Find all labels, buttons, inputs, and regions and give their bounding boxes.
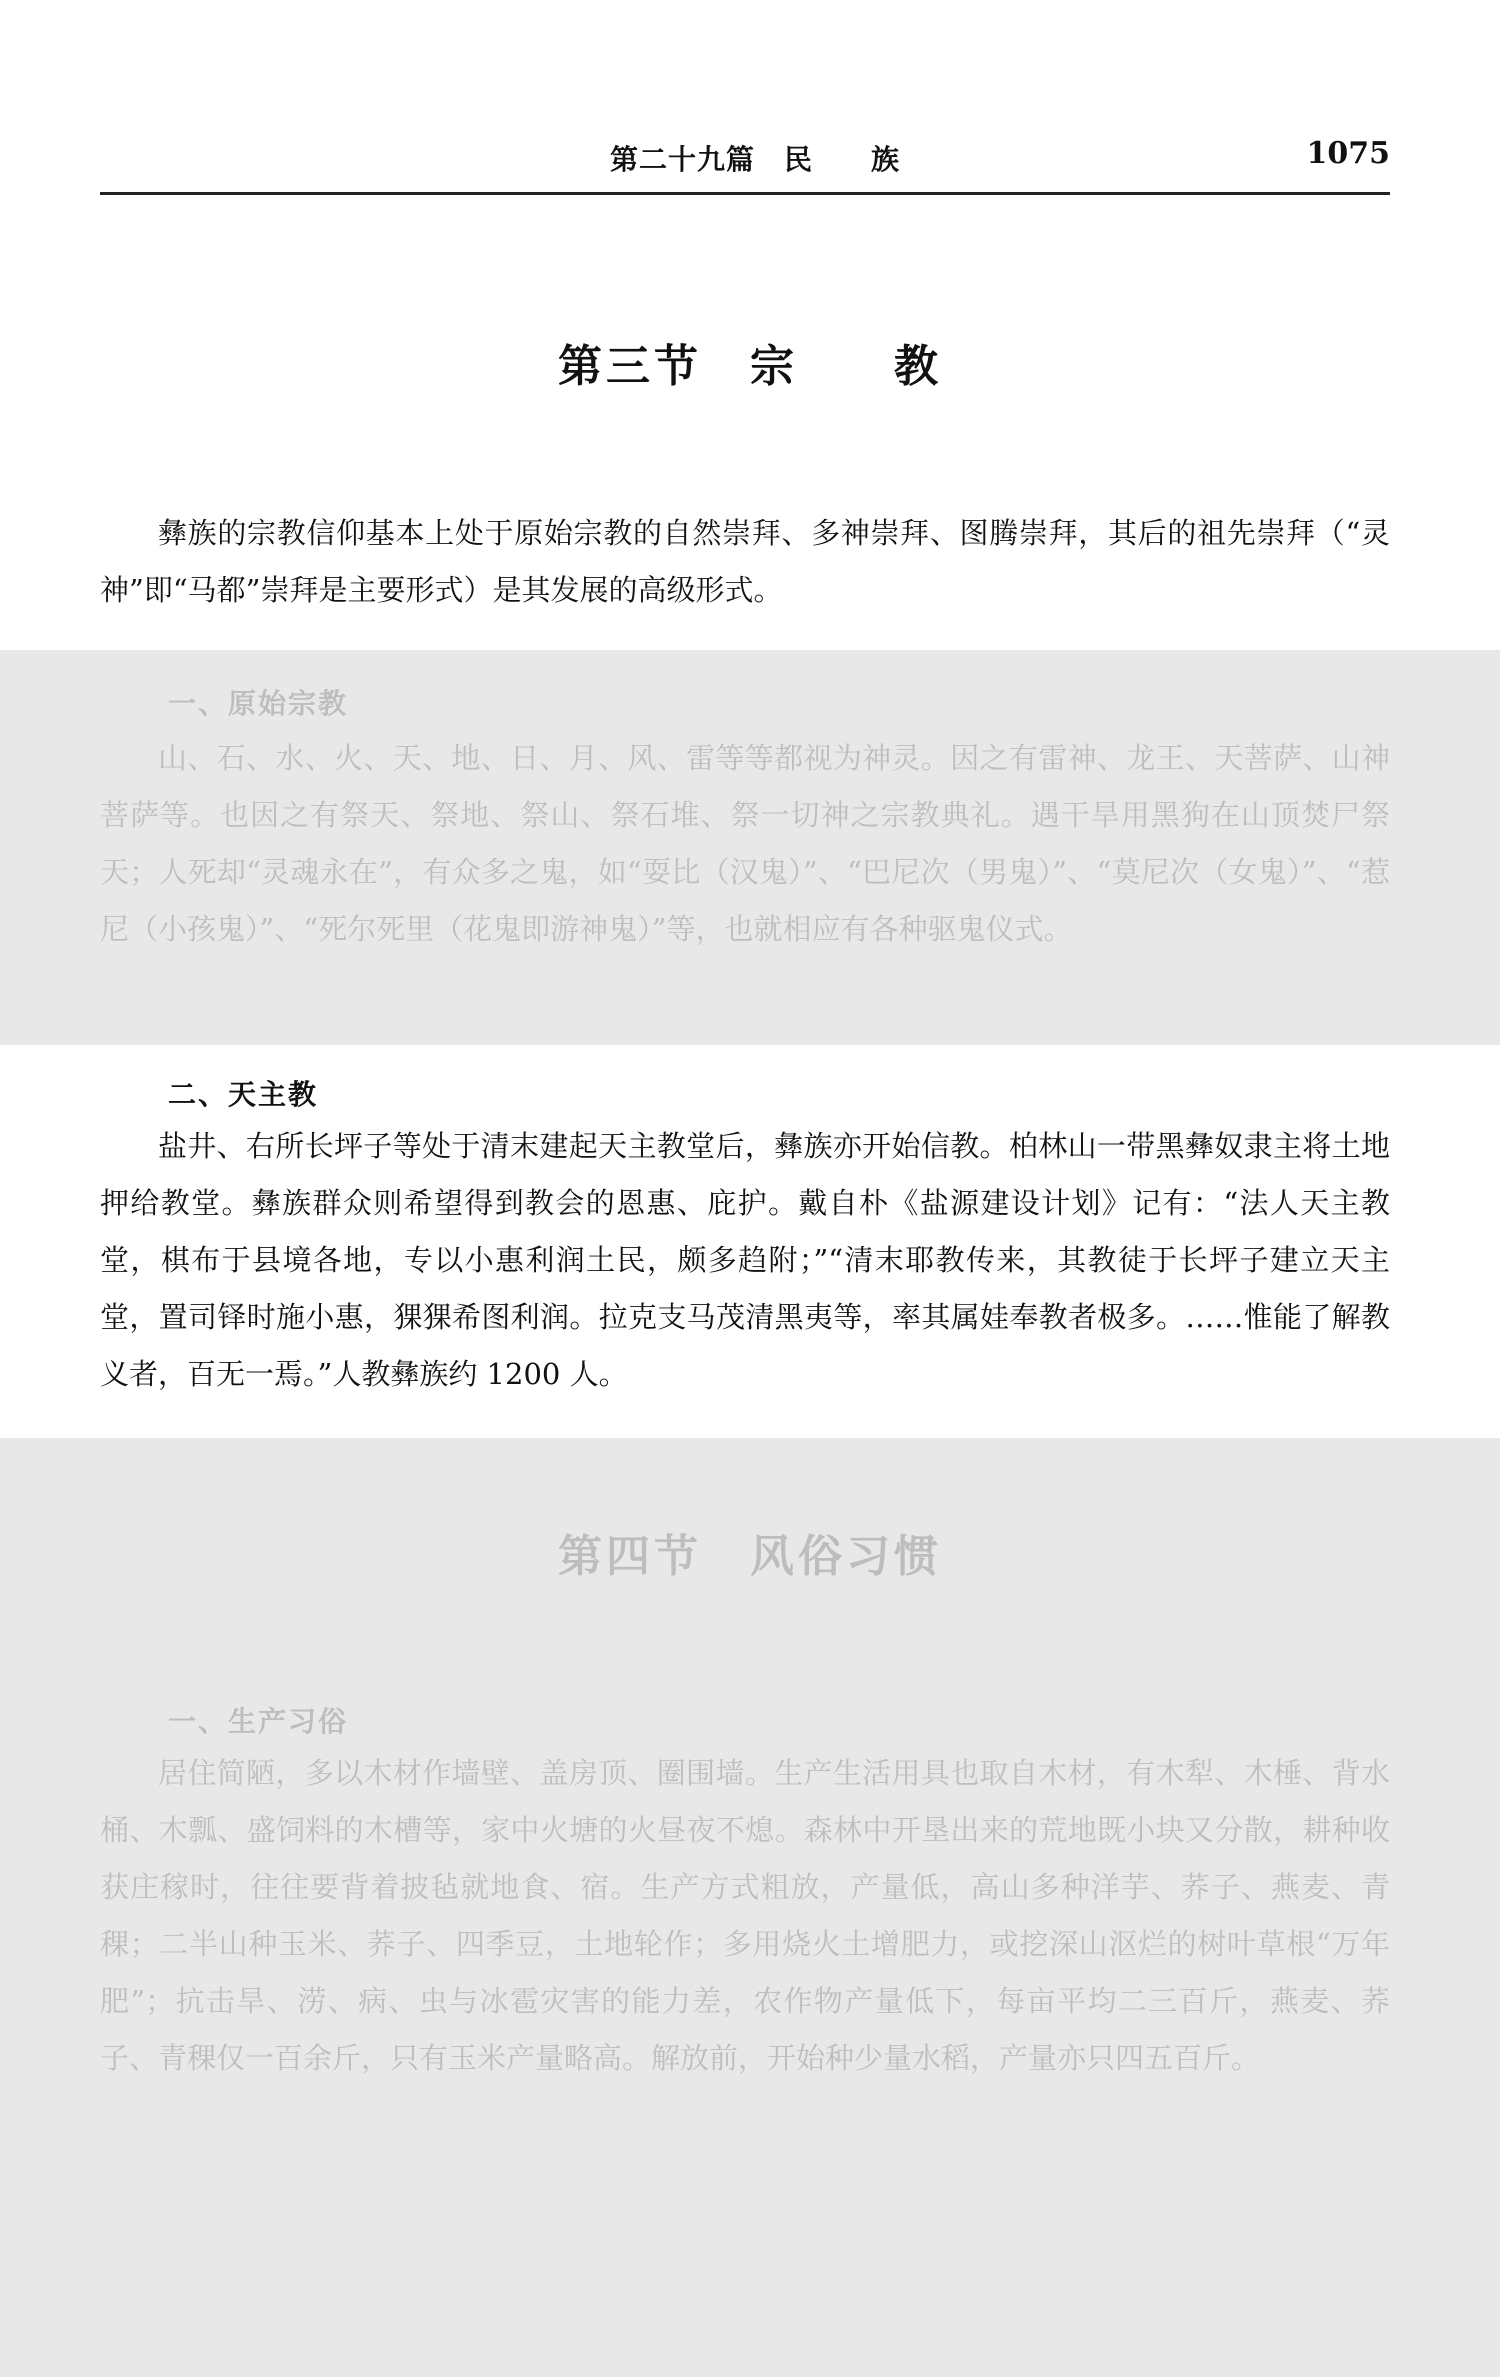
paragraph-primitive-religion: 山、石、水、火、天、地、日、月、风、雷等等都视为神灵。因之有雷神、龙王、天菩萨、山神菩萨等。也因之有祭天、祭地、祭山、祭石堆、祭一切神之宗教典礼。遇干旱用黑狗在山顶焚尸祭天；人死却“灵魂永在”，有众多之鬼，如“耍比（汉鬼）”、“巴尼次（男鬼）”、“莫尼次（女鬼）”、“惹尼（小孩鬼）”、“死尔死里（花鬼即游神鬼）”等，也就相应有各种驱鬼仪式。 [100, 741, 1390, 946]
section-title-customs: 第四节 风俗习惯 [558, 1531, 942, 1582]
page-header [100, 132, 1390, 195]
subheading-primitive-religion: 一、原始宗教 [168, 687, 349, 720]
section-title-religion: 第三节 宗 教 [558, 341, 942, 392]
subheading-catholicism: 二、天主教 [168, 1078, 319, 1111]
page-number: 1075 [1306, 136, 1390, 171]
chapter-title: 第二十九篇 民 族 [610, 143, 901, 176]
paragraph-catholicism: 盐井、右所长坪子等处于清末建起天主教堂后，彝族亦开始信教。柏林山一带黑彝奴隶主将土地押给教堂。彝族群众则希望得到教会的恩惠、庇护。戴自朴《盐源建设计划》记有：“法人天主教堂，棋布于县境各地，专以小惠利润土民，颇多趋附；”“清末耶教传来，其教徒于长坪子建立天主堂，置司铎时施小惠，猓猓希图利润。拉克支马茂清黑夷等，率其属娃奉教者极多。……惟能了解教义者，百无一焉。”人教彝族约 1200 人。 [100, 1129, 1390, 1391]
paragraph-production-customs: 居住简陋，多以木材作墙壁、盖房顶、圈围墙。生产生活用具也取自木材，有木犁、木棰、背水桶、木瓢、盛饲料的木槽等，家中火塘的火昼夜不熄。森林中开垦出来的荒地既小块又分散，耕种收获庄稼时，往往要背着披毡就地食、宿。生产方式粗放，产量低，高山多种洋芋、荞子、燕麦、青稞；二半山种玉米、荞子、四季豆，土地轮作；多用烧火土增肥力，或挖深山沤烂的树叶草根“万年肥”；抗击旱、涝、病、虫与冰雹灾害的能力差，农作物产量低下，每亩平均二三百斤，燕麦、荞子、青稞仅一百余斤，只有玉米产量略高。解放前，开始种少量水稻，产量亦只四五百斤。 [100, 1756, 1390, 2075]
intro-paragraph: 彝族的宗教信仰基本上处于原始宗教的自然崇拜、多神崇拜、图腾崇拜，其后的祖先崇拜（“灵神”即“马都”崇拜是主要形式）是其发展的高级形式。 [100, 516, 1390, 607]
subheading-production-customs: 一、生产习俗 [168, 1705, 349, 1738]
